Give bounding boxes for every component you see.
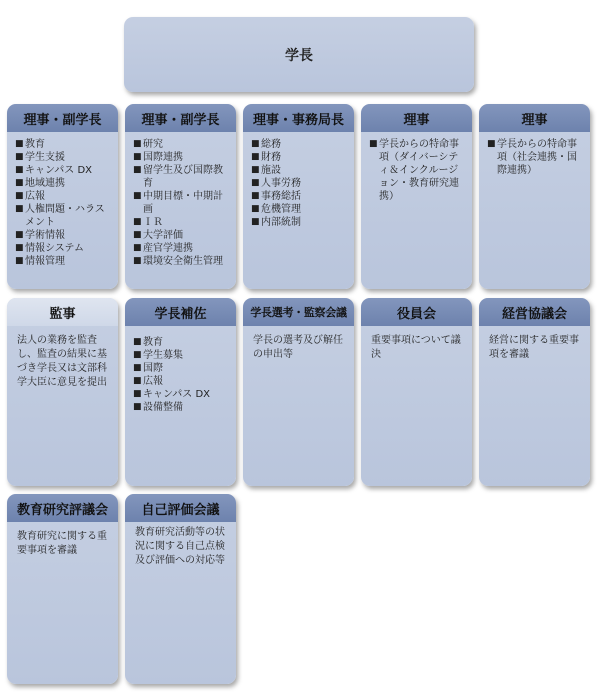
president-assistant-box — [125, 298, 236, 486]
duty-item: ■ キャンパス DX — [133, 388, 230, 401]
duty-item: ■ キャンパス DX — [15, 164, 112, 177]
duty-item: ■ 施設 — [251, 164, 348, 177]
auditor-box — [7, 298, 118, 486]
board-box — [361, 298, 472, 486]
duty-item: ■ 国際 — [133, 362, 230, 375]
box-title: 学長補佐 — [125, 298, 236, 326]
duty-item: ■ 広報 — [133, 375, 230, 388]
duty-item: ■ 内部統制 — [251, 216, 348, 229]
box-title: 自己評価会議 — [125, 494, 236, 522]
box-description: 重要事項について議決 — [371, 335, 461, 360]
box-title: 理事・事務局長 — [243, 104, 354, 132]
vice-president-research-box — [125, 104, 236, 289]
box-title: 経営協議会 — [479, 298, 590, 326]
duty-item: ■ 事務総括 — [251, 190, 348, 203]
management-council-box — [479, 298, 590, 486]
duty-item: ■ 設備整備 — [133, 401, 230, 414]
box-title: 役員会 — [361, 298, 472, 326]
box-title: 監事 — [7, 298, 118, 326]
vice-president-education-box — [7, 104, 118, 289]
box-title: 理事 — [361, 104, 472, 132]
duty-item: ■ 総務 — [251, 138, 348, 151]
box-title: 理事・副学長 — [7, 104, 118, 132]
duty-item: ■ 中期目標・中期計画 — [133, 190, 230, 216]
box-description: 経営に関する重要事項を審議 — [489, 335, 579, 360]
director-diversity-box — [361, 104, 472, 289]
box-description: 教育研究活動等の状況に関する自己点検及び評価への対応等 — [135, 527, 225, 566]
education-research-council-box — [7, 494, 118, 684]
president-box — [124, 17, 474, 92]
duty-item: ■ 地域連携 — [15, 177, 112, 190]
director-social-box — [479, 104, 590, 289]
box-title: 教育研究評議会 — [7, 494, 118, 522]
duty-item: ■ 教育 — [15, 138, 112, 151]
duty-item: ■ 大学評価 — [133, 229, 230, 242]
duty-item: ■ 産官学連携 — [133, 242, 230, 255]
duty-item: ■ 研究 — [133, 138, 230, 151]
duty-item: ■ 学術情報 — [15, 229, 112, 242]
duty-item: ■ 学長からの特命事項（ダイバーシティ＆インクルージョン・教育研究連携） — [369, 138, 466, 203]
duty-item: ■ 国際連携 — [133, 151, 230, 164]
box-description: 教育研究に関する重要事項を審議 — [17, 531, 107, 556]
box-description: 学長の選考及び解任の申出等 — [253, 335, 343, 360]
duty-item: ■ 留学生及び国際教育 — [133, 164, 230, 190]
duty-item: ■ 情報システム — [15, 242, 112, 255]
duty-item: ■ 環境安全衛生管理 — [133, 255, 230, 268]
duty-item: ■ 人権問題・ハラスメント — [15, 203, 112, 229]
duty-item: ■ 情報管理 — [15, 255, 112, 268]
president-label: 学長 — [285, 47, 313, 64]
duty-item: ■ 財務 — [251, 151, 348, 164]
duty-item: ■ 学長からの特命事項（社会連携・国際連携） — [487, 138, 584, 177]
self-evaluation-council-box — [125, 494, 236, 684]
duty-item: ■ ＩＲ — [133, 216, 230, 229]
duty-item: ■ 教育 — [133, 336, 230, 349]
box-title: 理事 — [479, 104, 590, 132]
duty-item: ■ 学生募集 — [133, 349, 230, 362]
duty-item: ■ 危機管理 — [251, 203, 348, 216]
duty-item: ■ 学生支援 — [15, 151, 112, 164]
box-title: 学長選考・監察会議 — [243, 298, 354, 326]
secretary-general-box — [243, 104, 354, 289]
box-title: 理事・副学長 — [125, 104, 236, 132]
box-description: 法人の業務を監査し、監査の結果に基づき学長又は文部科学大臣に意見を提出 — [17, 335, 107, 388]
duty-item: ■ 広報 — [15, 190, 112, 203]
selection-council-box — [243, 298, 354, 486]
duty-item: ■ 人事労務 — [251, 177, 348, 190]
